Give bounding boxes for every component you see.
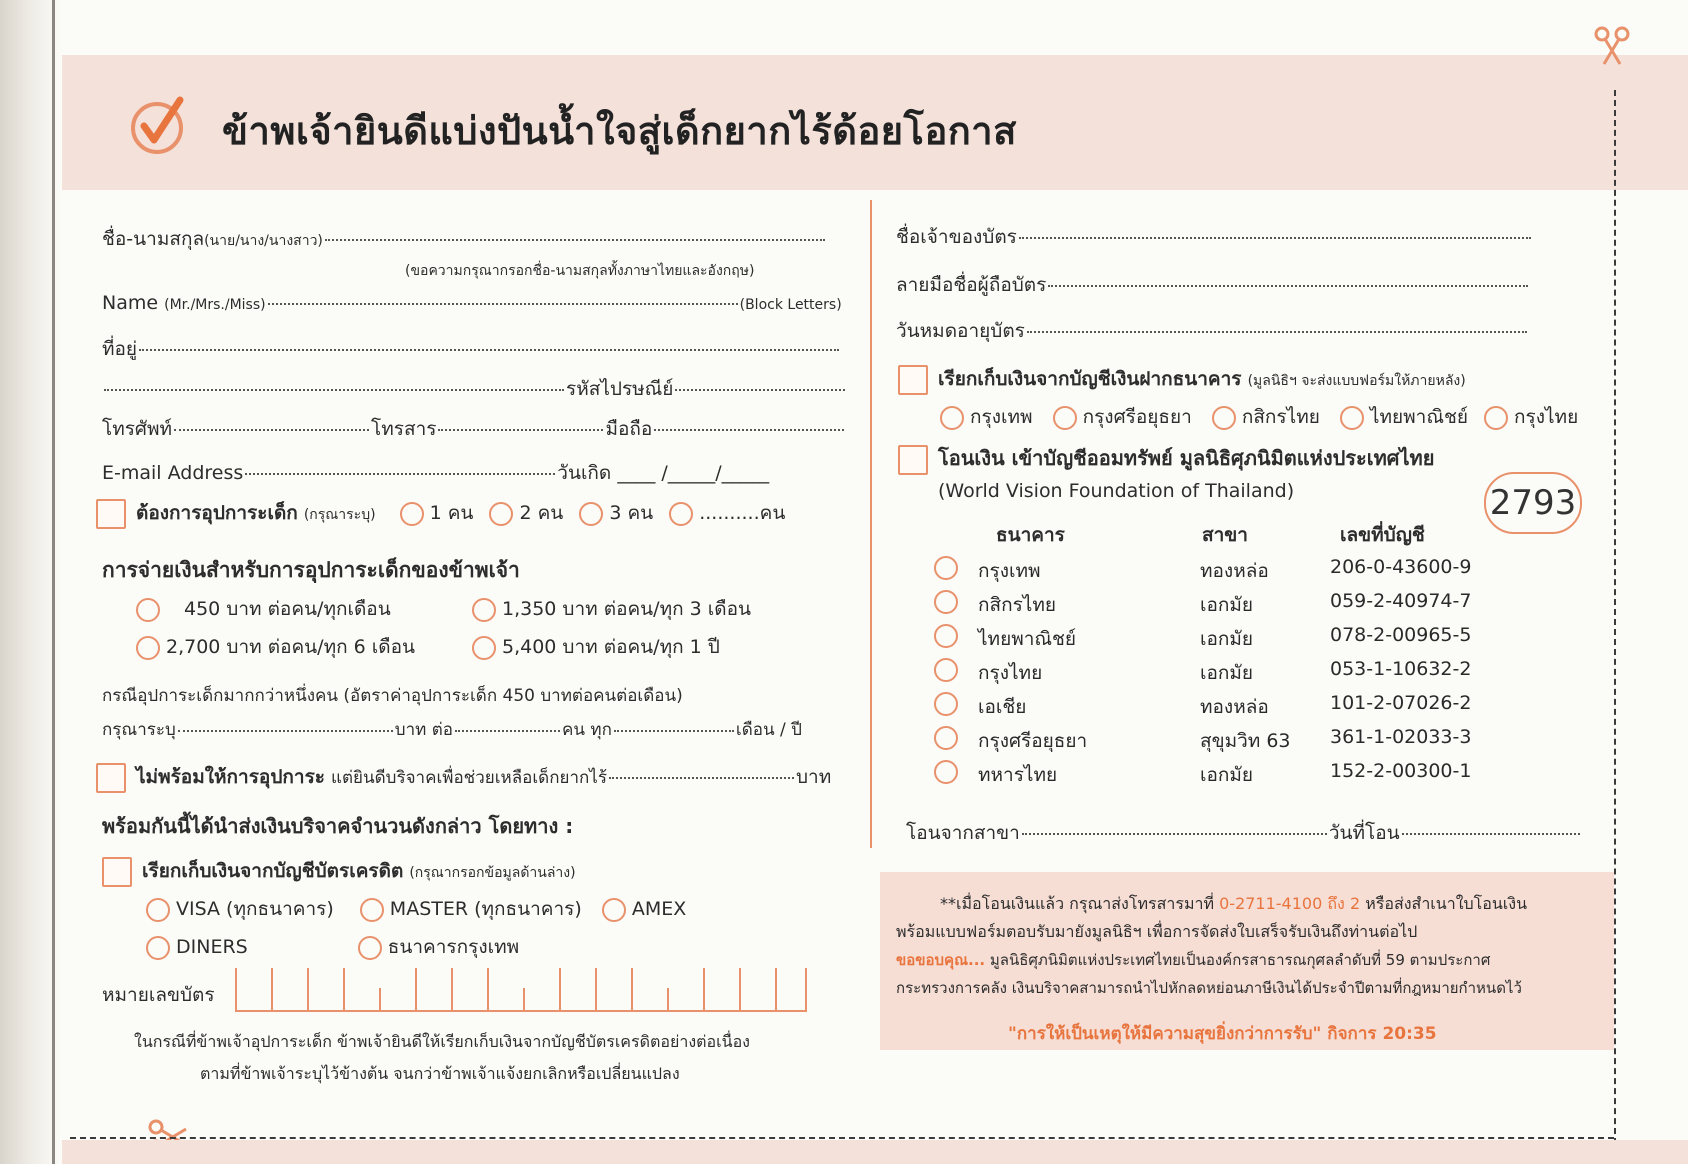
sponsor-checkbox[interactable] — [96, 499, 126, 529]
visa-radio[interactable] — [146, 898, 170, 922]
debit-banks-row: กรุงเทพ กรุงศรีอยุธยา กสิกรไทย ไทยพาณิชย์ กรุงไทย — [936, 402, 1578, 432]
binding-edge — [52, 0, 55, 1164]
cut-line-vertical — [1614, 90, 1616, 1164]
account-row: ทหารไทย เอกมัย 152-2-00300-1 — [930, 760, 964, 784]
payment-1350-radio[interactable] — [472, 598, 496, 622]
note-line-4: กระทรวงการคลัง เงินบริจาคสามารถนำไปหักลดหย่อนภาษีเงินได้ประจำปีตามที่กฎหมายกำหนดไว้ — [896, 979, 1522, 997]
phone-field[interactable] — [174, 428, 369, 431]
debit-kasikorn-radio[interactable] — [1212, 406, 1236, 430]
amex-radio[interactable] — [602, 898, 626, 922]
birthdate-field[interactable]: ____ /_____/_____ — [617, 462, 770, 484]
card-signature-field[interactable] — [1048, 284, 1528, 287]
specify-persons-field[interactable] — [455, 729, 560, 732]
card-expiry-row: วันหมดอายุบัตร — [896, 316, 1529, 346]
card-signature-row: ลายมือชื่อผู้ถือบัตร — [896, 270, 1530, 300]
postal-code-field[interactable] — [675, 388, 845, 391]
diners-radio[interactable] — [146, 936, 170, 960]
scissors-icon — [1590, 24, 1634, 68]
header-branch: สาขา — [1202, 524, 1248, 546]
footer-note-1: ในกรณีที่ข้าพเจ้าอุปการะเด็ก ข้าพเจ้ายินดีให้เรียกเก็บเงินจากบัญชีบัตรเครดิตอย่างต่อเนื่อง — [134, 1032, 750, 1051]
payment-450: 450 บาท ต่อคน/ทุกเดือน — [132, 594, 391, 624]
transfer-branch-row: โอนจากสาขา วันที่โอน — [906, 818, 1582, 848]
payment-450-radio[interactable] — [136, 598, 160, 622]
debit-krungsri-radio[interactable] — [1053, 406, 1077, 430]
card-number-field[interactable] — [235, 968, 807, 1012]
checkmark-icon — [130, 96, 188, 154]
card-type-row-1: VISA (ทุกธนาคาร) MASTER (ทุกธนาคาร) AMEX — [142, 894, 686, 924]
credit-row: เรียกเก็บเงินจากบัญชีบัตรเครดิต (กรุณากรอกข้อมูลด้านล่าง) — [102, 856, 576, 887]
card-expiry-field[interactable] — [1027, 330, 1527, 333]
account-krungsri-radio[interactable] — [934, 726, 958, 750]
address-row: ที่อยู่ — [102, 334, 841, 364]
account-kasikorn-radio[interactable] — [934, 590, 958, 614]
card-number-label: หมายเลขบัตร — [102, 984, 215, 1006]
specify-period-field[interactable] — [614, 729, 734, 732]
no-sponsor-row: ไม่พร้อมให้การอุปการะ แต่ยินดีบริจาคเพื่อช่วยเหลือเด็กยากไร้ บาท — [96, 762, 831, 793]
no-sponsor-checkbox[interactable] — [96, 763, 126, 793]
bank-debit-row: เรียกเก็บเงินจากบัญชีเงินฝากธนาคาร (มูลนิธิฯ จะส่งแบบฟอร์มให้ภายหลัง) — [898, 364, 1466, 395]
multi-child-note: กรณีอุปการะเด็กมากกว่าหนึ่งคน (อัตราค่าอุปการะเด็ก 450 บาทต่อคนต่อเดือน) — [102, 686, 683, 706]
name-english-row: Name (Mr./Mrs./Miss) (Block Letters) — [102, 292, 842, 314]
account-row: ไทยพาณิชย์ เอกมัย 078-2-00965-5 — [930, 624, 964, 648]
payment-1350: 1,350 บาท ต่อคน/ทุก 3 เดือน — [468, 594, 751, 624]
name-note: (ขอความกรุณากรอกชื่อ-นามสกุลทั้งภาษาไทยและอังกฤษ) — [405, 263, 755, 279]
payment-5400: 5,400 บาท ต่อคน/ทุก 1 ปี — [468, 632, 720, 662]
account-row: เอเชีย ทองหล่อ 101-2-07026-2 — [930, 692, 964, 716]
transfer-branch-field[interactable] — [1022, 832, 1327, 835]
account-asia-radio[interactable] — [934, 692, 958, 716]
debit-bangkok-radio[interactable] — [940, 406, 964, 430]
sponsor-3-radio[interactable] — [579, 502, 603, 526]
donation-amount-field[interactable] — [609, 776, 794, 779]
account-scb-radio[interactable] — [934, 624, 958, 648]
account-row: กรุงเทพ ทองหล่อ 206-0-43600-9 — [930, 556, 964, 580]
send-heading: พร้อมกันนี้ได้นำส่งเงินบริจาคจำนวนดังกล่าว โดยทาง : — [102, 814, 574, 838]
footer-note-2: ตามที่ข้าพเจ้าระบุไว้ข้างต้น จนกว่าข้าพเจ้าแจ้งยกเลิกหรือเปลี่ยนแปลง — [200, 1064, 680, 1083]
name-thai-field[interactable] — [325, 238, 825, 241]
fax-field[interactable] — [438, 428, 603, 431]
sponsor-row: ต้องการอุปการะเด็ก (กรุณาระบุ) 1 คน 2 คน 3 คน ..........คน — [96, 498, 785, 529]
name-thai-row: ชื่อ-นามสกุล(นาย/นาง/นางสาว) — [102, 224, 827, 254]
address-line2-field[interactable] — [104, 388, 564, 391]
note-line-2: พร้อมแบบฟอร์มตอบรับมายังมูลนิธิฯ เพื่อการจัดส่งใบเสร็จรับเงินถึงท่านต่อไป — [896, 922, 1418, 941]
transfer-checkbox[interactable] — [898, 445, 928, 475]
mobile-field[interactable] — [654, 428, 844, 431]
card-type-row-2: DINERS ธนาคารกรุงเทพ — [142, 932, 519, 962]
card-owner-field[interactable] — [1019, 236, 1531, 239]
email-birth-row: E-mail Address วันเกิด ____ /_____/_____ — [102, 462, 770, 484]
bangkok-bank-radio[interactable] — [358, 936, 382, 960]
specify-row: กรุณาระบุ บาท ต่อ คน ทุก เดือน / ปี — [102, 720, 802, 740]
page-title: ข้าพเจ้ายินดีแบ่งปันน้ำใจสู่เด็กยากไร้ด้อยโอกาส — [222, 109, 1017, 153]
payment-2700: 2,700 บาท ต่อคน/ทุก 6 เดือน — [132, 632, 415, 662]
header-account: เลขที่บัญชี — [1340, 524, 1425, 546]
address-postal-row: รหัสไปรษณีย์ — [102, 374, 847, 404]
column-divider — [870, 200, 872, 848]
email-field[interactable] — [245, 472, 555, 475]
code-badge: 2793 — [1484, 472, 1582, 534]
master-radio[interactable] — [360, 898, 384, 922]
contact-row: โทรศัพท์ โทรสาร มือถือ — [102, 414, 846, 444]
sponsor-1-radio[interactable] — [400, 502, 424, 526]
sponsor-2-radio[interactable] — [489, 502, 513, 526]
foundation-english: (World Vision Foundation of Thailand) — [938, 480, 1295, 502]
payment-heading: การจ่ายเงินสำหรับการอุปการะเด็กของข้าพเจ้า — [102, 558, 520, 582]
specify-amount-field[interactable] — [178, 729, 393, 732]
transfer-row: โอนเงิน เข้าบัญชีออมทรัพย์ มูลนิธิศุภนิมิตแห่งประเทศไทย — [898, 442, 1434, 475]
note-line-3: ขอขอบคุณ... มูลนิธิศุภนิมิตแห่งประเทศไทยเป็นองค์กรสาธารณกุศลลำดับที่ 59 ตามประกาศ — [896, 951, 1491, 969]
account-tmb-radio[interactable] — [934, 760, 958, 784]
payment-2700-radio[interactable] — [136, 636, 160, 660]
account-krungthai-radio[interactable] — [934, 658, 958, 682]
debit-scb-radio[interactable] — [1340, 406, 1364, 430]
cut-line-horizontal — [70, 1137, 1614, 1139]
bible-quote: "การให้เป็นเหตุให้มีความสุขยิ่งกว่าการรับ" กิจการ 20:35 — [1008, 1024, 1437, 1044]
account-row: กสิกรไทย เอกมัย 059-2-40974-7 — [930, 590, 964, 614]
payment-5400-radio[interactable] — [472, 636, 496, 660]
account-row: กรุงศรีอยุธยา สุขุมวิท 63 361-1-02033-3 — [930, 726, 964, 750]
sponsor-other-radio[interactable] — [669, 502, 693, 526]
debit-krungthai-radio[interactable] — [1484, 406, 1508, 430]
bottom-band — [62, 1140, 1688, 1164]
bank-debit-checkbox[interactable] — [898, 365, 928, 395]
address-field[interactable] — [139, 348, 839, 351]
account-bangkok-radio[interactable] — [934, 556, 958, 580]
transfer-date-field[interactable] — [1402, 832, 1580, 835]
card-owner-row: ชื่อเจ้าของบัตร — [896, 222, 1533, 252]
credit-card-checkbox[interactable] — [102, 857, 132, 887]
header-bank: ธนาคาร — [996, 524, 1065, 546]
name-english-field[interactable] — [268, 302, 738, 305]
account-row: กรุงไทย เอกมัย 053-1-10632-2 — [930, 658, 964, 682]
note-line-1: **เมื่อโอนเงินแล้ว กรุณาส่งโทรสารมาที่ 0-2711-4100 ถึง 2 หรือส่งสำเนาใบโอนเงิน — [940, 894, 1528, 913]
